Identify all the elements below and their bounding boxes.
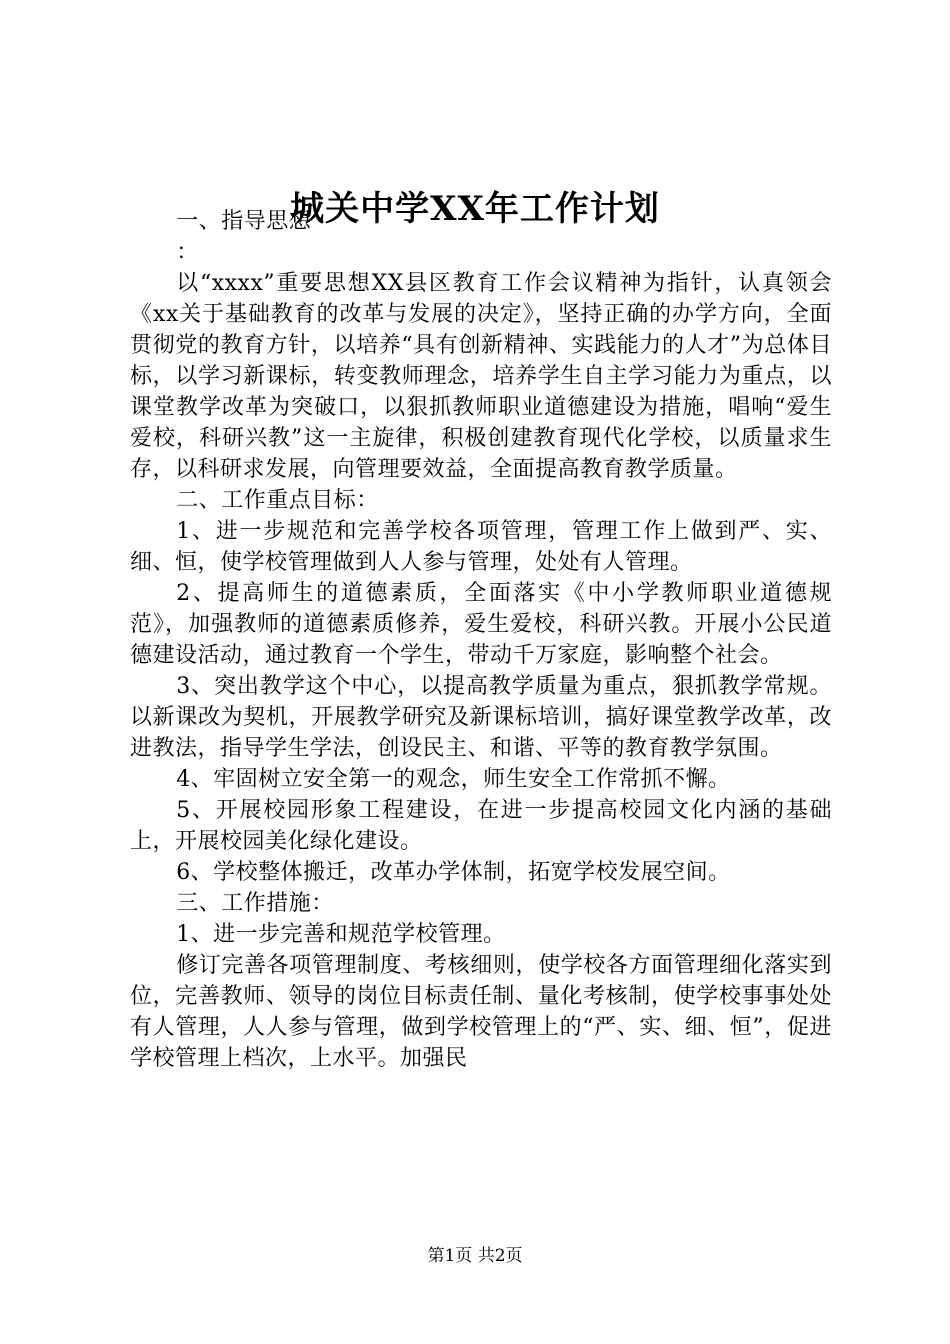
document-title: 城关中学XX年工作计划	[290, 189, 660, 229]
section-heading: 二、工作重点目标：	[176, 488, 379, 513]
body-paragraph: 修订完善各项管理制度、考核细则，使学校各方面管理细化落实到位，完善教师、领导的岗位目标责任制、量化考核制，使学校事事处处有人管理，人人参与管理，做到学校管理上的“严、实、细、恒”，促进学校管理上档次，上水平。加强民	[130, 953, 832, 1071]
page-footer: 第1页 共2页	[427, 1246, 523, 1266]
body-paragraph: 以“xxxx”重要思想XX县区教育工作会议精神为指针，认真领会《xx关于基础教育的改革与发展的决定》，坚持正确的办学方向，全面贯彻党的教育方针，以培养“具有创新精神、实践能力的人才”为总体目标，以学习新课标，转变教师理念，培养学生自主学习能力为重点，以课堂教学改革为突破口，以狠抓教师职业道德建设为措施，唱响“爱生爱校，科研兴教”这一主旋律，积极创建教育现代化学校，以质量求生存，以科研求发展，向管理要效益，全面提高教育教学质量。	[130, 271, 832, 482]
body-paragraph: 6、学校整体搬迁，改革办学体制，拓宽学校发展空间。	[176, 860, 731, 885]
body-paragraph: 1、进一步完善和规范学校管理。	[176, 922, 506, 947]
section-heading: 三、工作措施：	[176, 891, 334, 916]
body-paragraph: 4、牢固树立安全第一的观念，师生安全工作常抓不懈。	[176, 767, 731, 792]
body-paragraph: 3、突出教学这个中心，以提高教学质量为重点，狠抓教学常规。以新课改为契机，开展教学研究及新课标培训，搞好课堂教学改革，改进教法，指导学生学法，创设民主、和谐、平等的教育教学氛围。	[130, 674, 832, 761]
body-paragraph: 5、开展校园形象工程建设，在进一步提高校园文化内涵的基础上，开展校园美化绿化建设。	[130, 798, 832, 854]
body-paragraph: 1、进一步规范和完善学校各项管理，管理工作上做到严、实、细、恒，使学校管理做到人人参与管理，处处有人管理。	[130, 519, 832, 575]
colon-line: ：	[176, 240, 199, 265]
body-paragraph: 2、提高师生的道德素质，全面落实《中小学教师职业道德规范》，加强教师的道德素质修养，爱生爱校，科研兴教。开展小公民道德建设活动，通过教育一个学生，带动千万家庭，影响整个社会。	[130, 581, 832, 668]
section-heading: 一、指导思想	[176, 209, 312, 234]
document-body	[130, 206, 832, 1074]
